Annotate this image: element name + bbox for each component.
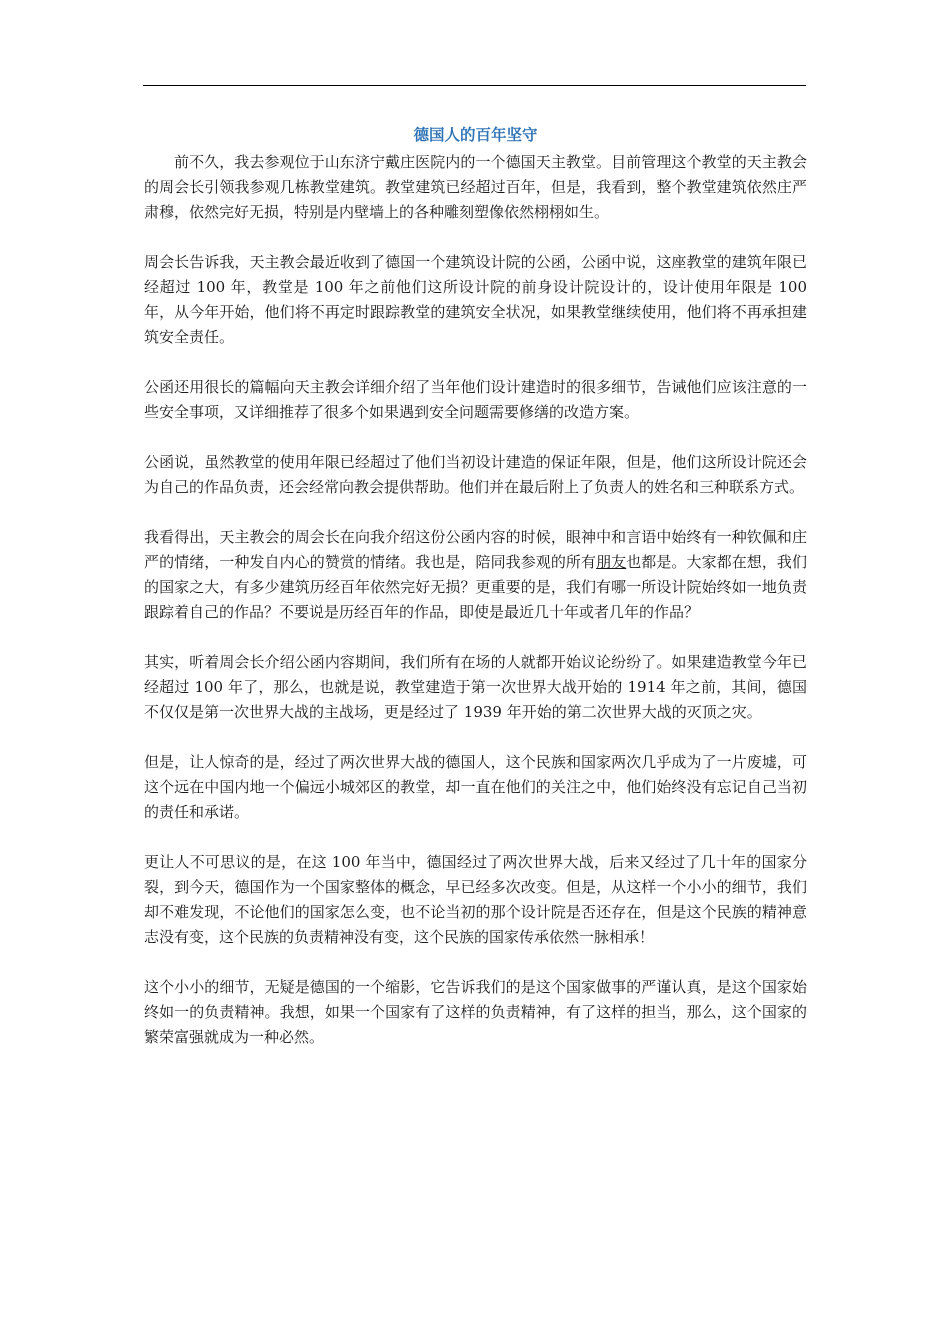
paragraph-3: 公函还用很长的篇幅向天主教会详细介绍了当年他们设计建造时的很多细节，告诫他们应该注意的一些安全事项，又详细推荐了很多个如果遇到安全问题需要修缮的改造方案。 — [144, 378, 807, 421]
paragraph-1: 前不久，我去参观位于山东济宁戴庄医院内的一个德国天主教堂。目前管理这个教堂的天主教会的周会长引领我参观几栋教堂建筑。教堂建筑已经超过百年，但是，我看到，整个教堂建筑依然庄严肃穆，依然完好无损，特别是内壁墙上的各种雕刻塑像依然栩栩如生。 — [144, 153, 807, 221]
friend-link[interactable]: 朋友 — [596, 553, 627, 571]
paragraph-7: 但是，让人惊奇的是，经过了两次世界大战的德国人，这个民族和国家两次几乎成为了一片废墟，可这个远在中国内地一个偏远小城郊区的教堂，却一直在他们的关注之中，他们始终没有忘记自己当初的责任和承诺。 — [144, 753, 807, 821]
header-rule — [143, 85, 806, 86]
paragraph-9: 这个小小的细节，无疑是德国的一个缩影，它告诉我们的是这个国家做事的严谨认真，是这个国家始终如一的负责精神。我想，如果一个国家有了这样的负责精神，有了这样的担当，那么，这个国家的繁荣富强就成为一种必然。 — [144, 978, 807, 1046]
document-title: 德国人的百年坚守 — [413, 126, 538, 144]
paragraph-8: 更让人不可思议的是，在这 100 年当中，德国经过了两次世界大战，后来又经过了几十年的国家分裂，到今天，德国作为一个国家整体的概念，早已经多次改变。但是，从这样一个小小的细节，我们却不难发现，不论他们的国家怎么变，也不论当初的那个设计院是否还存在，但是这个民族的精神意志没有变，这个民族的负责精神没有变，这个民族的国家传承依然一脉相承！ — [144, 853, 807, 946]
paragraph-5-text-before: 我看得出，天主教会的周会长在向我介绍这份公函内容的时候，眼神中和言语中始终有一种钦佩和庄严的情绪，一种发自内心的赞赏的情绪。我也是，陪同我参观的所有 — [144, 528, 807, 571]
paragraph-6: 其实，听着周会长介绍公函内容期间，我们所有在场的人就都开始议论纷纷了。如果建造教堂今年已经超过 100 年了，那么，也就是说，教堂建造于第一次世界大战开始的 1914 年之前，其间，德国不仅仅是第一次世界大战的主战场，更是经过了 1939 年开始的第二次世界大战的灭顶之灾。 — [144, 653, 807, 721]
paragraph-4: 公函说，虽然教堂的使用年限已经超过了他们当初设计建造的保证年限，但是，他们这所设计院还会为自己的作品负责，还会经常向教会提供帮助。他们并在最后附上了负责人的姓名和三种联系方式。 — [144, 453, 807, 496]
document-body — [144, 122, 807, 1075]
paragraph-2: 周会长告诉我，天主教会最近收到了德国一个建筑设计院的公函，公函中说，这座教堂的建筑年限已经超过 100 年，教堂是 100 年之前他们这所设计院的前身设计院设计的，设计使用年限是 100 年，从今年开始，他们将不再定时跟踪教堂的建筑安全状况，如果教堂继续使用，他们将不再承担建筑安全责任。 — [144, 253, 807, 346]
paragraph-5-text-after: 也都是。大家都在想，我们的国家之大，有多少建筑历经百年依然完好无损？更重要的是，我们有哪一所设计院始终如一地负责跟踪着自己的作品？不要说是历经百年的作品，即使是最近几十年或者几年的作品？ — [144, 553, 807, 621]
paragraph-5 — [144, 525, 807, 625]
